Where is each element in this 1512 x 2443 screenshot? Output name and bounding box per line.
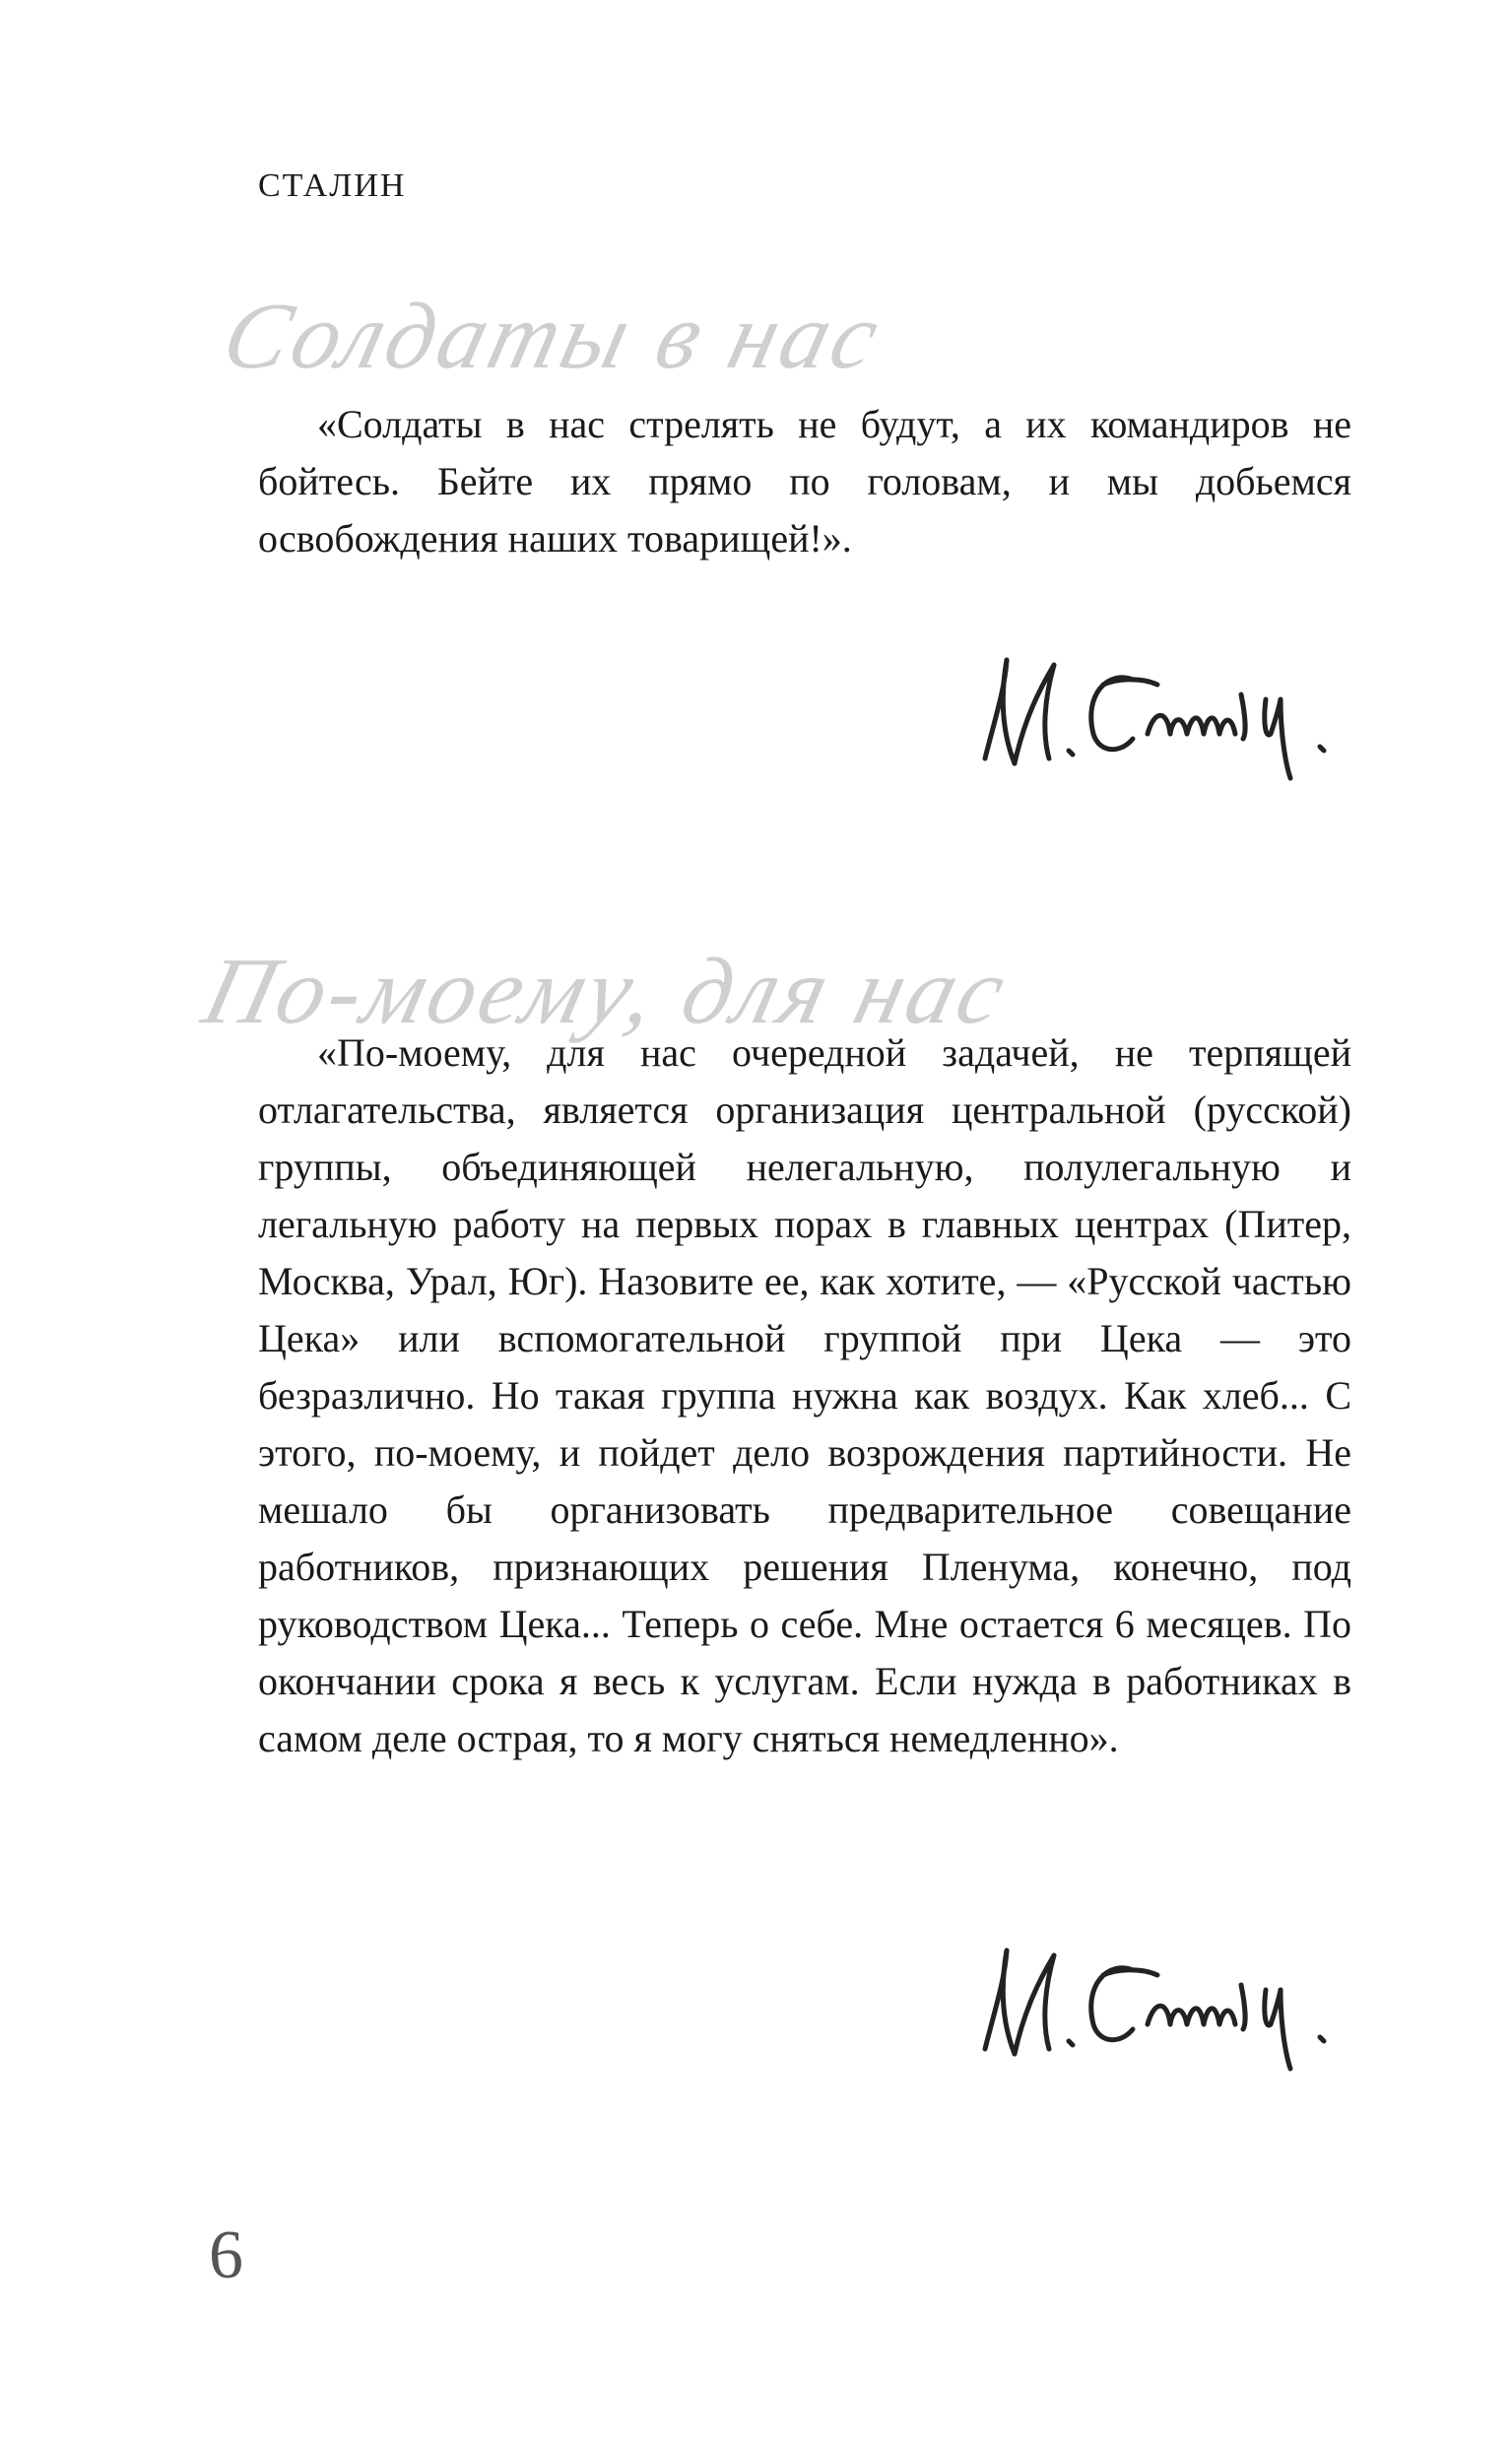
running-head: СТАЛИН — [258, 167, 407, 204]
page-number: 6 — [209, 2217, 243, 2293]
quote-1: «Солдаты в нас стрелять не будут, а их командиров не бойтесь. Бейте их прямо по головам, и мы добьемся освобождения наших товарищей!». — [258, 402, 1351, 561]
signature-1 — [946, 640, 1369, 788]
signature-1-label: И. Сталин. — [1157, 783, 1163, 784]
script-heading-2: По-моему, для нас — [193, 938, 1019, 1043]
signature-2-label: И. Сталин. — [1157, 2074, 1163, 2075]
signature-2 — [946, 1931, 1369, 2079]
quote-2: «По-моему, для нас очередной задачей, не терпящей отлагательства, является организация центральной (русской) группы, объединяющей нелегальную, полулегальную и легальную работу на первых порах в главных центрах (Питер, Москва, Урал, Юг). Назовите ее, как хотите, — «Русской частью Цека» или вспомогательной группой при Цека — это безразлично. Но такая группа нужна как воздух. Как хлеб... С этого, по-моему, и пойдет дело возрождения партийности. Не мешало бы организовать предварительное совещание работников, признающих решения Пленума, конечно, под руководством Цека... Теперь о себе. Мне остается 6 месяцев. По окончании срока я весь к услугам. Если нужда в работниках в самом деле острая, то я могу сняться немедленно». — [258, 1030, 1351, 1760]
script-heading-1: Солдаты в нас — [213, 283, 893, 388]
